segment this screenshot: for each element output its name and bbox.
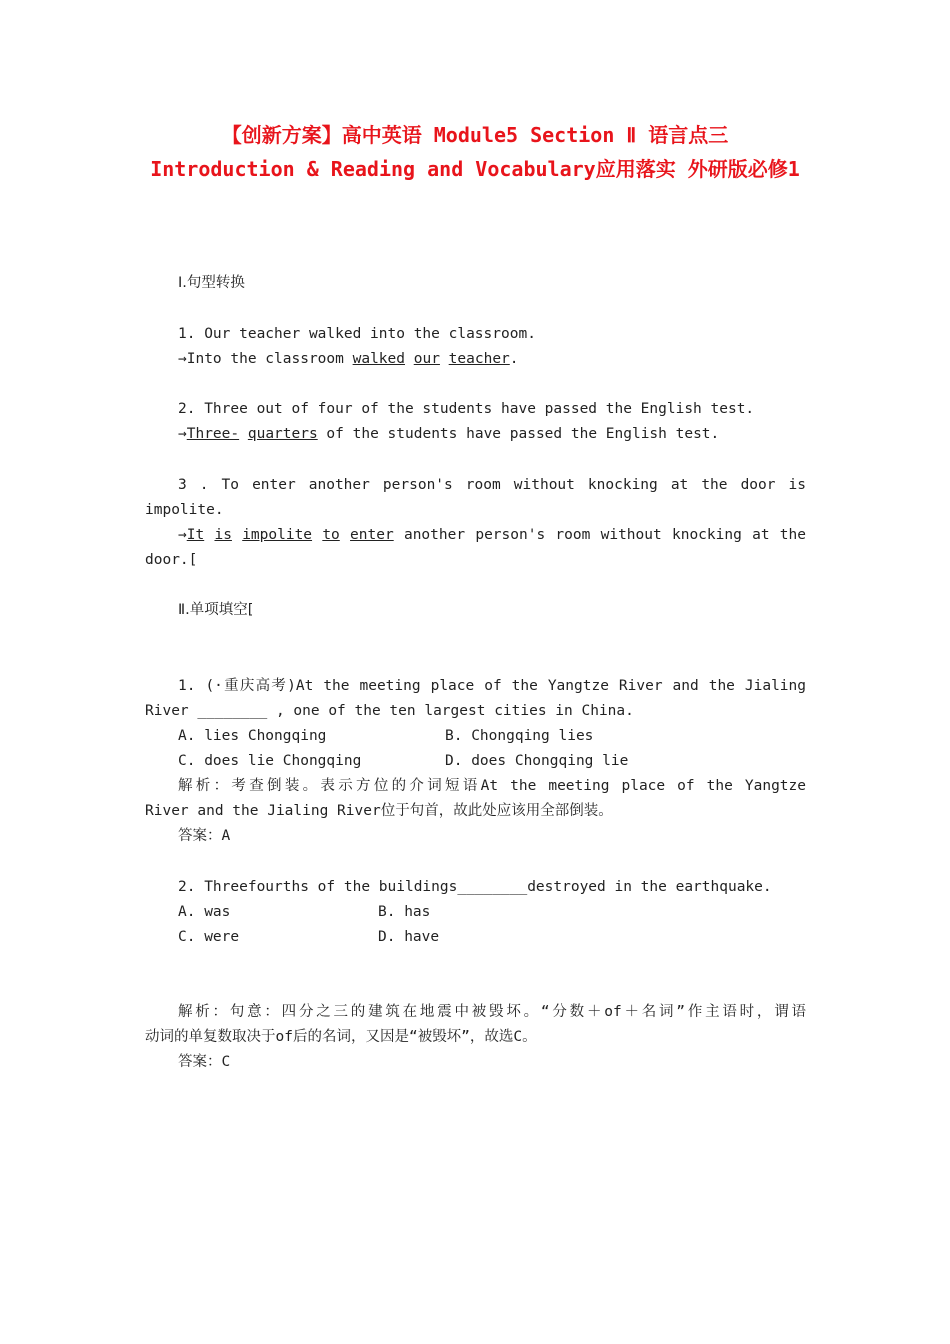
title-line-1: 【创新方案】高中英语 Module5 Section Ⅱ 语言点三: [221, 123, 729, 147]
s1-q2-sentence: 2. Three out of four of the students have passed the English test.: [178, 401, 755, 417]
s2-q1-analysis-line-2: River and the Jialing River位于句首，故此处应该用全部倒装。: [145, 803, 613, 819]
s1-q1-blank-2: our: [413, 351, 440, 367]
s1-q3-blank-4: to: [322, 527, 340, 543]
s2-q2-answer: 答案：C: [178, 1054, 231, 1070]
s1-q3-blank-1: It: [186, 527, 205, 543]
s1-q2-arrow: →: [178, 426, 187, 442]
s1-q3-sentence-line-1: 3 . To enter another person's room without knocking at the door is: [178, 477, 806, 493]
s1-q2-blank-2: quarters: [247, 426, 318, 442]
s1-q3-answer-rest: another person's room without knocking at the: [403, 527, 806, 543]
s2-q1-option-d: D. does Chongqing lie: [445, 753, 629, 769]
s2-q1-option-a: A. lies Chongqing: [178, 728, 327, 744]
s2-q2-option-a: A. was: [178, 904, 231, 920]
s1-q2-answer: [178, 422, 719, 447]
s2-q2-line-1: 2. Threefourths of the buildings________destroyed in the earthquake.: [178, 879, 772, 895]
section-2-heading: Ⅱ.单项填空[: [178, 602, 254, 618]
section-1-heading: Ⅰ.句型转换: [178, 275, 245, 291]
s2-q2-option-d: D. have: [378, 929, 440, 945]
s2-q2-option-b: B. has: [378, 904, 431, 920]
s1-q1-answer-suffix: .: [509, 351, 519, 367]
s2-q1-line-1: 1. (·重庆高考)At the meeting place of the Yangtze River and the Jialing: [178, 678, 806, 694]
s1-q2-answer-suffix: of the students have passed the English test.: [317, 426, 720, 442]
s1-q1-blank-3: teacher: [448, 351, 510, 367]
s2-q1-option-b: B. Chongqing lies: [445, 728, 594, 744]
s1-q1-blank-1: walked: [352, 351, 405, 367]
s1-q1-answer: [178, 347, 519, 372]
s1-q2-blank-1: Three-: [186, 426, 240, 442]
s2-q2-analysis-line-2: 动词的单复数取决于of后的名词，又因是“被毁坏”，故选C。: [145, 1029, 537, 1045]
s2-q1-analysis-line-1: 解析：考查倒装。表示方位的介词短语At the meeting place of the Yangtze: [178, 778, 806, 794]
s2-q2-analysis-line-1: 解析：句意：四分之三的建筑在地震中被毁坏。“分数＋of＋名词”作主语时，谓语: [178, 1004, 806, 1020]
title-line-2: Introduction & Reading and Vocabulary应用落实 外研版必修1: [150, 157, 800, 181]
s2-q2-option-c: C. were: [178, 929, 240, 945]
s1-q3-blank-2: is: [214, 527, 232, 543]
s1-q1-answer-prefix: →Into the classroom: [178, 351, 353, 367]
s2-q1-option-c: C. does lie Chongqing: [178, 753, 362, 769]
s1-q3-answer-line-2: door.[: [145, 552, 198, 568]
s1-q1-sentence: 1. Our teacher walked into the classroom.: [178, 326, 536, 342]
s1-q3-answer: [178, 523, 806, 548]
s1-q3-arrow: →: [178, 527, 187, 543]
s2-q1-answer: 答案：A: [178, 828, 231, 844]
s1-q3-sentence-line-2: impolite.: [145, 502, 224, 518]
s1-q3-blank-3: impolite: [242, 527, 313, 543]
s1-q3-blank-5: enter: [350, 527, 394, 543]
s2-q1-line-2: River ________ , one of the ten largest cities in China.: [145, 703, 634, 719]
